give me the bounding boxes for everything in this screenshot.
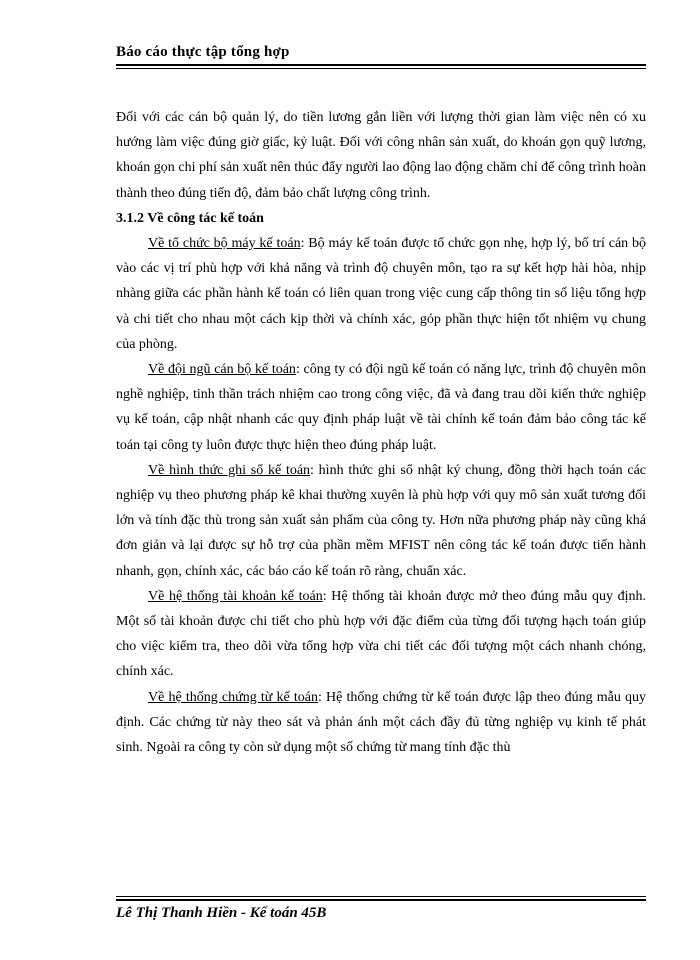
paragraph-lead: Về tổ chức bộ máy kế toán bbox=[148, 236, 301, 252]
section-heading: 3.1.2 Về công tác kế toán bbox=[116, 210, 264, 226]
paragraph-accounting-organization bbox=[116, 231, 646, 357]
paragraph-text: : Hệ thống tài khoản được mở theo đúng mẫu quy định. Một số tài khoản được chi tiết cho phù hợp với đặc điểm của từng đối tượng hạch toán giúp cho việc kiểm tra, theo dõi vừa tổng hợp vừa chi tiết các đối tượng một cách nhanh chóng, chính xác. bbox=[116, 588, 647, 680]
intro-paragraph: Đối với các cán bộ quản lý, do tiền lương gắn liền với lượng thời gian làm việc nên có xu hướng làm việc đúng giờ giấc, kỷ luật. Đối với công nhân sản xuất, do khoán gọn quỹ lương, khoán gọn chi phí sản xuất nên thúc đẩy người lao động lao động chăm chỉ để công trình hoàn thành theo đúng tiến độ, đảm bảo chất lượng công trình. bbox=[116, 110, 646, 201]
header-rule bbox=[116, 64, 646, 66]
paragraph-lead: Về hệ thống tài khoản kế toán bbox=[148, 588, 323, 604]
paragraph-account-system bbox=[116, 584, 646, 685]
paragraph-text: : hình thức ghi sổ nhật ký chung, đồng thời hạch toán các nghiệp vụ theo phương pháp kê khai thường xuyên là phù hợp với quy mô sản xuất tương đối lớn và tính đặc thù trong sản xuất sản phẩm của công ty. Hơn nữa phương pháp này cũng khá đơn giản và lại được sự hỗ trợ của phần mềm MFIST nên công tác kế toán được tiến hành nhanh, gọn, chính xác, các báo cáo kế toán rõ ràng, chuẩn xác. bbox=[116, 462, 646, 579]
header-rule-thin bbox=[116, 68, 646, 69]
paragraph-text: : Hệ thống chứng từ kế toán được lập theo đúng mẫu quy định. Các chứng từ này theo sát và phản ánh một cách đầy đủ từng nghiệp vụ kinh tế phát sinh. Ngoài ra công ty còn sử dụng một số chứng từ mang tính đặc thù bbox=[116, 689, 647, 756]
paragraph-text: : công ty có đội ngũ kế toán có năng lực, trình độ chuyên môn nghề nghiệp, tinh thần trách nhiệm cao trong công việc, đã và đang trau dồi kiến thức nghiệp vụ kế toán, cập nhật nhanh các quy định pháp luật về tài chính kế toán đảm bảo công tác kế toán tại công ty luôn được thực hiện theo đúng pháp luật. bbox=[116, 362, 646, 453]
paragraph-lead: Về đội ngũ cán bộ kế toán bbox=[148, 362, 296, 378]
paragraph-bookkeeping-form bbox=[116, 458, 646, 584]
document-body bbox=[116, 105, 646, 760]
running-footer: Lê Thị Thanh Hiền - Kế toán 45B bbox=[116, 905, 327, 921]
footer-rule bbox=[116, 899, 646, 901]
footer-rule-thin bbox=[116, 896, 646, 897]
paragraph-lead: Về hình thức ghi sổ kế toán bbox=[148, 462, 311, 478]
paragraph-text: : Bộ máy kế toán được tổ chức gọn nhẹ, hợp lý, bố trí cán bộ vào các vị trí phù hợp với khả năng và trình độ chuyên môn, tạo ra sự kết hợp hài hòa, nhịp nhàng giữa các phần hành kế toán có liên quan trong việc cung cấp thông tin số liệu tổng hợp và chi tiết cho nhau một cách kịp thời và chính xác, góp phần thực hiện tốt nhiệm vụ chung của phòng. bbox=[116, 236, 647, 352]
paragraph-lead: Về hệ thống chứng từ kế toán bbox=[148, 689, 318, 705]
paragraph-voucher-system bbox=[116, 685, 646, 761]
running-header: Báo cáo thực tập tổng hợp bbox=[116, 44, 290, 60]
paragraph-accounting-staff bbox=[116, 357, 646, 458]
